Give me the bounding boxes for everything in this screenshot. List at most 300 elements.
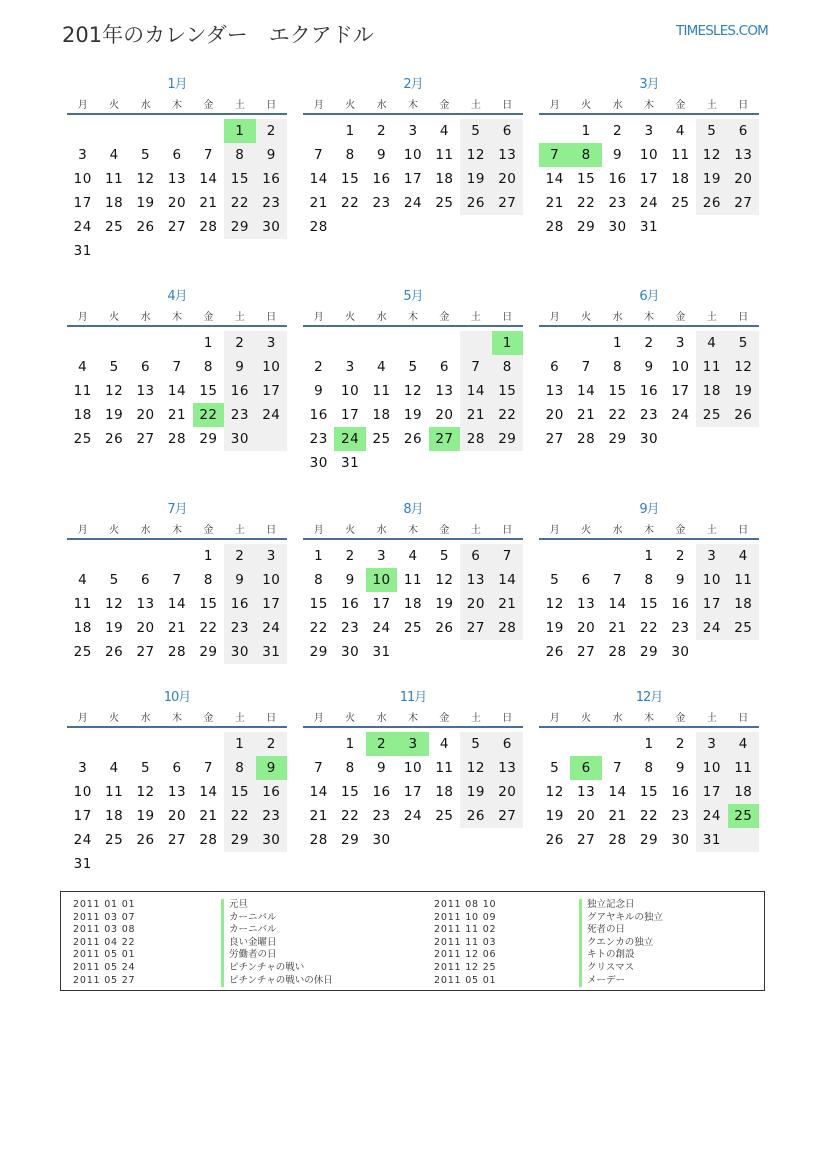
- day-cell: 14: [498, 572, 517, 588]
- day-cell: 2: [675, 736, 685, 752]
- day-cell: 26: [702, 195, 721, 211]
- day-cell: 19: [466, 171, 485, 187]
- weekday-label: 火: [109, 312, 120, 323]
- day-cell: 28: [167, 431, 187, 447]
- month-9: [539, 498, 759, 664]
- month-divider: [67, 726, 287, 728]
- legend-holiday-name: メーデー: [579, 975, 625, 988]
- day-cell: 29: [341, 832, 360, 848]
- day-cell: 26: [105, 644, 124, 660]
- weekday-label: 火: [109, 100, 120, 111]
- month-divider: [303, 113, 523, 115]
- day-cell: 28: [608, 644, 627, 660]
- legend-date: 2011 05 24: [73, 962, 136, 973]
- weekday-label: 木: [643, 312, 654, 323]
- day-cell: 24: [671, 407, 690, 423]
- day-cell: 29: [639, 644, 659, 660]
- day-cell: 15: [199, 596, 218, 612]
- day-cell: 20: [498, 784, 517, 800]
- day-cell: 10: [341, 383, 360, 399]
- day-cell: 15: [608, 383, 627, 399]
- weekday-label: 金: [203, 312, 214, 323]
- weekday-label: 水: [140, 312, 151, 323]
- weekday-label: 土: [234, 713, 245, 724]
- day-cell: 31: [73, 856, 92, 872]
- day-cell: 7: [581, 359, 591, 375]
- day-cell: 21: [309, 808, 328, 824]
- day-cell: 7: [172, 572, 182, 588]
- day-cell: 6: [141, 359, 151, 375]
- site-logo[interactable]: TIMESLES.COM: [676, 23, 768, 39]
- legend-holiday-name: ピチンチャの戦い: [221, 962, 304, 975]
- day-cell: 7: [172, 359, 182, 375]
- month-name: 3月: [639, 77, 659, 92]
- day-cell: 6: [439, 359, 449, 375]
- day-cell: 8: [345, 760, 355, 776]
- day-cell: 17: [73, 195, 92, 211]
- day-cell: 15: [341, 171, 360, 187]
- day-cell: 26: [466, 195, 485, 211]
- day-cell: 18: [372, 407, 391, 423]
- weekday-label: 金: [675, 713, 686, 724]
- day-cell: 3: [408, 123, 418, 139]
- day-cell: 18: [435, 784, 454, 800]
- weekday-label: 金: [439, 713, 450, 724]
- day-cell: 20: [167, 195, 187, 211]
- day-cell: 30: [309, 455, 328, 471]
- holiday-cell: 24: [334, 427, 365, 451]
- month-divider: [539, 538, 759, 540]
- day-cell: 21: [309, 195, 328, 211]
- day-cell: 11: [73, 596, 92, 612]
- day-cell: 27: [136, 431, 155, 447]
- day-cell: 6: [172, 147, 182, 163]
- day-cell: 27: [136, 644, 155, 660]
- month-3: [539, 73, 759, 239]
- weekday-label: 木: [407, 100, 418, 111]
- day-cell: 1: [581, 123, 591, 139]
- day-cell: 31: [639, 219, 659, 235]
- weekday-label: 木: [407, 713, 418, 724]
- day-cell: 9: [377, 760, 387, 776]
- day-cell: 31: [702, 832, 721, 848]
- holiday-cell: 2: [366, 732, 397, 756]
- day-cell: 28: [167, 644, 187, 660]
- day-cell: 21: [199, 195, 218, 211]
- day-cell: 6: [471, 548, 481, 564]
- day-cell: 10: [671, 359, 690, 375]
- weekday-label: 日: [266, 100, 277, 111]
- day-cell: 11: [105, 784, 124, 800]
- weekday-label: 日: [502, 100, 513, 111]
- day-cell: 18: [105, 195, 124, 211]
- day-cell: 14: [309, 784, 328, 800]
- day-cell: 27: [167, 832, 187, 848]
- day-cell: 3: [345, 359, 355, 375]
- day-cell: 19: [403, 407, 423, 423]
- legend-holiday-name: ピチンチャの戦いの休日: [221, 975, 333, 988]
- day-cell: 1: [345, 736, 355, 752]
- weekday-label: 金: [203, 525, 214, 536]
- day-cell: 3: [266, 548, 276, 564]
- day-cell: 12: [702, 147, 721, 163]
- legend-date: 2011 11 02: [434, 924, 497, 936]
- day-cell: 17: [403, 784, 423, 800]
- weekday-label: 日: [738, 312, 749, 323]
- month-8: [303, 498, 523, 664]
- day-cell: 11: [105, 171, 124, 187]
- day-cell: 22: [341, 195, 360, 211]
- day-cell: 23: [372, 195, 391, 211]
- weekday-label: 火: [345, 713, 356, 724]
- day-cell: 20: [577, 620, 596, 636]
- day-cell: 20: [577, 808, 596, 824]
- day-cell: 8: [314, 572, 324, 588]
- day-cell: 31: [262, 644, 281, 660]
- weekday-label: 土: [470, 713, 481, 724]
- day-cell: 25: [105, 832, 124, 848]
- day-cell: 17: [341, 407, 360, 423]
- day-cell: 11: [403, 572, 423, 588]
- day-cell: 24: [403, 808, 423, 824]
- weekday-label: 金: [439, 312, 450, 323]
- weekday-label: 月: [313, 100, 324, 111]
- day-cell: 8: [203, 572, 213, 588]
- day-cell: 5: [141, 147, 151, 163]
- day-cell: 7: [502, 548, 512, 564]
- day-cell: 12: [466, 147, 485, 163]
- legend-date: 2011 05 01: [434, 974, 497, 986]
- day-cell: 18: [73, 407, 92, 423]
- day-cell: 23: [262, 195, 281, 211]
- weekday-label: 月: [77, 312, 88, 323]
- day-cell: 18: [734, 784, 753, 800]
- weekday-label: 月: [549, 713, 560, 724]
- day-cell: 13: [167, 171, 187, 187]
- day-cell: 26: [466, 808, 485, 824]
- day-cell: 16: [372, 784, 391, 800]
- day-cell: 13: [498, 147, 517, 163]
- legend-date: 2011 08 10: [434, 899, 497, 910]
- day-cell: 19: [545, 620, 564, 636]
- day-cell: 14: [309, 171, 328, 187]
- day-cell: 15: [341, 784, 360, 800]
- holiday-cell: 27: [429, 427, 460, 451]
- month-divider: [539, 726, 759, 728]
- day-cell: 16: [671, 784, 690, 800]
- day-cell: 22: [341, 808, 360, 824]
- day-cell: 23: [608, 195, 627, 211]
- weekday-label: 日: [502, 713, 513, 724]
- day-cell: 10: [262, 359, 281, 375]
- day-cell: 10: [403, 147, 423, 163]
- month-divider: [67, 538, 287, 540]
- day-cell: 8: [644, 760, 654, 776]
- day-cell: 18: [702, 383, 721, 399]
- weekday-label: 火: [581, 713, 592, 724]
- legend-date: 2011 01 01: [73, 899, 136, 910]
- day-cell: 24: [702, 808, 721, 824]
- day-cell: 5: [141, 760, 151, 776]
- day-cell: 18: [734, 596, 753, 612]
- weekday-label: 土: [706, 713, 717, 724]
- page-title: 201年のカレンダー エクアドル: [62, 23, 374, 47]
- day-cell: 29: [230, 219, 249, 235]
- day-cell: 11: [73, 383, 92, 399]
- day-cell: 25: [403, 620, 423, 636]
- weekday-label: 金: [675, 312, 686, 323]
- day-cell: 15: [577, 171, 596, 187]
- month-5: [303, 285, 523, 475]
- holiday-cell: 22: [193, 403, 224, 427]
- weekday-label: 金: [203, 713, 214, 724]
- day-cell: 2: [644, 335, 654, 351]
- legend-date: 2011 05 01: [73, 949, 136, 961]
- weekday-label: 金: [203, 100, 214, 111]
- day-cell: 30: [608, 219, 627, 235]
- day-cell: 26: [136, 832, 155, 848]
- day-cell: 25: [671, 195, 690, 211]
- day-cell: 3: [707, 736, 717, 752]
- day-cell: 13: [545, 383, 564, 399]
- day-cell: 28: [309, 832, 328, 848]
- weekday-label: 木: [643, 100, 654, 111]
- month-10: [67, 686, 287, 876]
- day-cell: 20: [136, 620, 155, 636]
- day-cell: 13: [136, 383, 155, 399]
- day-cell: 16: [230, 383, 249, 399]
- day-cell: 21: [167, 620, 187, 636]
- month-6: [539, 285, 759, 451]
- day-cell: 6: [738, 123, 748, 139]
- holiday-cell: 8: [570, 143, 601, 167]
- holiday-cell: 25: [728, 804, 759, 828]
- day-cell: 25: [435, 808, 454, 824]
- day-cell: 30: [372, 832, 391, 848]
- day-cell: 28: [545, 219, 564, 235]
- weekday-label: 月: [313, 525, 324, 536]
- day-cell: 1: [314, 548, 324, 564]
- day-cell: 4: [109, 147, 119, 163]
- weekday-label: 木: [407, 525, 418, 536]
- day-cell: 16: [262, 784, 281, 800]
- weekday-label: 土: [470, 312, 481, 323]
- day-cell: 4: [439, 123, 449, 139]
- day-cell: 10: [73, 171, 92, 187]
- day-cell: 31: [341, 455, 360, 471]
- day-cell: 22: [639, 620, 659, 636]
- day-cell: 23: [230, 620, 249, 636]
- day-cell: 22: [309, 620, 328, 636]
- month-7: [67, 498, 287, 664]
- weekday-label: 水: [140, 713, 151, 724]
- day-cell: 12: [435, 572, 454, 588]
- day-cell: 29: [577, 219, 596, 235]
- day-cell: 6: [581, 572, 591, 588]
- holiday-cell: 3: [397, 732, 428, 756]
- day-cell: 7: [314, 760, 324, 776]
- weekday-label: 水: [140, 100, 151, 111]
- day-cell: 16: [341, 596, 360, 612]
- day-cell: 19: [702, 171, 721, 187]
- day-cell: 25: [105, 219, 124, 235]
- month-divider: [303, 538, 523, 540]
- day-cell: 16: [608, 171, 627, 187]
- month-name: 2月: [403, 77, 423, 92]
- weekday-label: 水: [612, 100, 623, 111]
- day-cell: 21: [199, 808, 218, 824]
- day-cell: 14: [608, 596, 627, 612]
- month-divider: [67, 113, 287, 115]
- day-cell: 6: [550, 359, 560, 375]
- day-cell: 30: [639, 431, 659, 447]
- day-cell: 28: [608, 832, 627, 848]
- day-cell: 9: [675, 572, 685, 588]
- day-cell: 17: [262, 596, 281, 612]
- day-cell: 9: [235, 359, 245, 375]
- day-cell: 5: [738, 335, 748, 351]
- legend-holiday-name: クエンカの独立: [579, 937, 653, 950]
- day-cell: 25: [73, 644, 92, 660]
- legend-date: 2011 03 08: [73, 924, 136, 936]
- day-cell: 4: [675, 123, 685, 139]
- month-name: 12月: [635, 690, 663, 705]
- day-cell: 12: [136, 171, 155, 187]
- day-cell: 29: [199, 431, 218, 447]
- weekday-label: 月: [77, 713, 88, 724]
- weekday-label: 水: [376, 312, 387, 323]
- day-cell: 24: [403, 195, 423, 211]
- day-cell: 5: [707, 123, 717, 139]
- day-cell: 13: [734, 147, 753, 163]
- day-cell: 19: [136, 808, 155, 824]
- day-cell: 5: [109, 572, 119, 588]
- day-cell: 21: [498, 596, 517, 612]
- weekday-label: 日: [502, 525, 513, 536]
- weekday-label: 日: [738, 100, 749, 111]
- day-cell: 26: [545, 832, 564, 848]
- day-cell: 24: [639, 195, 659, 211]
- day-cell: 10: [403, 760, 423, 776]
- day-cell: 28: [199, 219, 218, 235]
- weekday-label: 土: [234, 525, 245, 536]
- day-cell: 25: [372, 431, 391, 447]
- weekday-label: 金: [439, 525, 450, 536]
- legend-holiday-name: カーニバル: [221, 912, 277, 925]
- day-cell: 6: [502, 736, 512, 752]
- day-cell: 15: [639, 784, 659, 800]
- month-name: 11月: [399, 690, 427, 705]
- month-divider: [539, 325, 759, 327]
- legend-date: 2011 05 27: [73, 974, 136, 986]
- day-cell: 19: [545, 808, 564, 824]
- weekday-label: 月: [313, 312, 324, 323]
- day-cell: 4: [78, 359, 88, 375]
- weekday-label: 水: [612, 312, 623, 323]
- day-cell: 14: [167, 383, 187, 399]
- day-cell: 21: [608, 808, 627, 824]
- day-cell: 7: [613, 572, 623, 588]
- day-cell: 7: [471, 359, 481, 375]
- day-cell: 17: [639, 171, 659, 187]
- weekday-label: 木: [643, 713, 654, 724]
- weekday-label: 水: [612, 525, 623, 536]
- day-cell: 5: [550, 572, 560, 588]
- weekday-label: 木: [171, 713, 182, 724]
- weekday-label: 火: [581, 100, 592, 111]
- day-cell: 25: [73, 431, 92, 447]
- day-cell: 1: [644, 736, 654, 752]
- day-cell: 12: [545, 596, 564, 612]
- month-2: [303, 73, 523, 239]
- day-cell: 18: [671, 171, 690, 187]
- day-cell: 2: [613, 123, 623, 139]
- day-cell: 9: [266, 147, 276, 163]
- day-cell: 1: [613, 335, 623, 351]
- month-name: 6月: [639, 289, 659, 304]
- day-cell: 13: [466, 572, 485, 588]
- day-cell: 14: [199, 171, 218, 187]
- day-cell: 30: [230, 644, 249, 660]
- day-cell: 23: [262, 808, 281, 824]
- day-cell: 15: [199, 383, 218, 399]
- legend-holiday-name: 元旦: [221, 899, 248, 912]
- day-cell: 12: [734, 359, 753, 375]
- weekday-label: 土: [234, 100, 245, 111]
- month-divider: [303, 325, 523, 327]
- day-cell: 13: [577, 596, 596, 612]
- day-cell: 28: [466, 431, 485, 447]
- day-cell: 14: [608, 784, 627, 800]
- day-cell: 15: [639, 596, 659, 612]
- day-cell: 10: [702, 572, 721, 588]
- day-cell: 17: [671, 383, 690, 399]
- weekday-label: 火: [345, 525, 356, 536]
- day-cell: 11: [372, 383, 391, 399]
- day-cell: 17: [262, 383, 281, 399]
- weekday-label: 月: [549, 312, 560, 323]
- weekday-label: 日: [738, 525, 749, 536]
- holiday-cell: 9: [256, 756, 287, 780]
- day-cell: 11: [734, 572, 753, 588]
- day-cell: 4: [109, 760, 119, 776]
- day-cell: 3: [707, 548, 717, 564]
- day-cell: 26: [734, 407, 753, 423]
- day-cell: 22: [608, 407, 627, 423]
- day-cell: 12: [466, 760, 485, 776]
- day-cell: 26: [105, 431, 124, 447]
- day-cell: 9: [613, 147, 623, 163]
- month-name: 4月: [167, 289, 187, 304]
- month-11: [303, 686, 523, 852]
- day-cell: 31: [73, 243, 92, 259]
- day-cell: 11: [671, 147, 690, 163]
- day-cell: 6: [141, 572, 151, 588]
- day-cell: 27: [545, 431, 564, 447]
- month-divider: [67, 325, 287, 327]
- day-cell: 8: [203, 359, 213, 375]
- day-cell: 28: [498, 620, 517, 636]
- weekday-label: 土: [470, 525, 481, 536]
- day-cell: 23: [230, 407, 249, 423]
- day-cell: 1: [644, 548, 654, 564]
- day-cell: 10: [639, 147, 659, 163]
- day-cell: 20: [545, 407, 564, 423]
- month-name: 1月: [167, 77, 187, 92]
- day-cell: 7: [314, 147, 324, 163]
- day-cell: 30: [671, 832, 690, 848]
- day-cell: 13: [167, 784, 187, 800]
